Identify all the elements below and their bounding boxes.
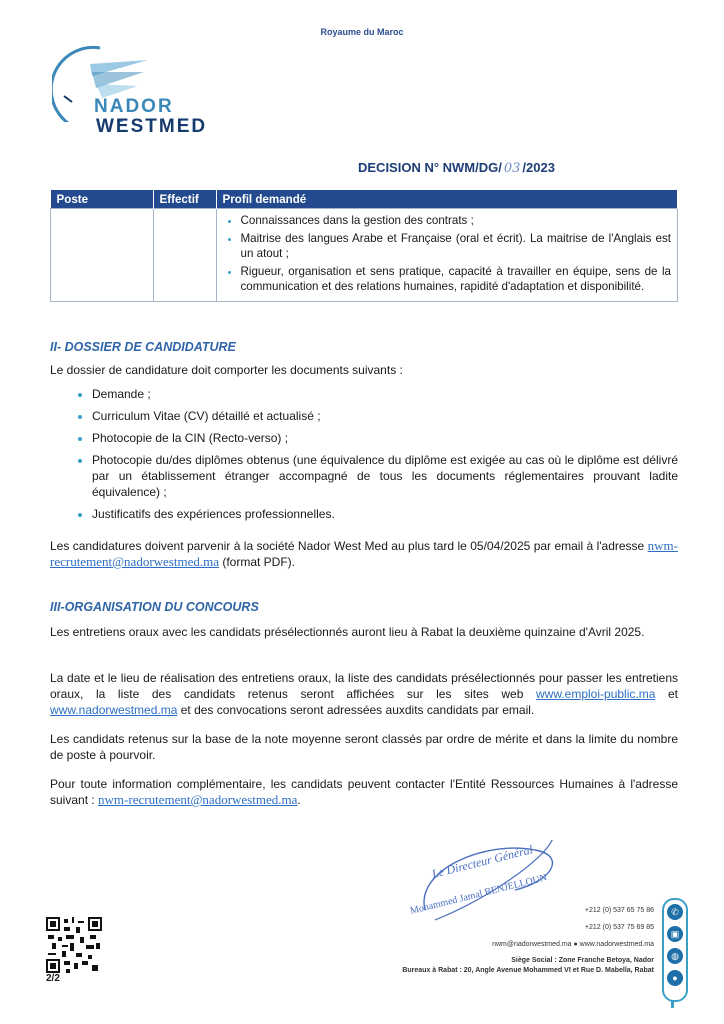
rabat-office-address: Bureaux à Rabat : 20, Angle Avenue Mohammed VI et Rue D. Mabella, Rabat xyxy=(402,967,654,974)
header-poste: Poste xyxy=(51,190,154,209)
kingdom-header: Royaume du Maroc xyxy=(320,27,404,37)
deadline-text: Les candidatures doivent parvenir à la société Nador West Med au plus tard le 05/04/2025 par email à l'adresse xyxy=(50,539,645,553)
email-web: nwm@nadorwestmed.ma ● www.nadorwestmed.ma xyxy=(492,941,654,948)
interview-paragraph: Les entretiens oraux avec les candidats présélectionnés auront lieu à Rabat la deuxième quinzaine d'Avril 2025. xyxy=(50,625,645,639)
profile-table xyxy=(50,190,678,302)
format-note: (format PDF). xyxy=(222,555,296,569)
profile-item: • Rigueur, organisation et sens pratique, capacité à travailler en équipe, sens de la communication et des relations humaines, rapidité d'adaptation et disponibilité. xyxy=(241,264,672,294)
section-title-dossier: II- DOSSIER DE CANDIDATURE xyxy=(50,340,236,354)
director-signature xyxy=(405,840,585,925)
publication-paragraph xyxy=(50,670,678,718)
nadorwestmed-link[interactable]: www.nadorwestmed.ma xyxy=(50,703,178,717)
contact-bar-tail xyxy=(671,1000,674,1008)
table-row xyxy=(51,209,678,302)
decision-handwritten-number: 03 xyxy=(503,161,521,176)
contact-text: Pour toute information complémentaire, les candidats peuvent contacter l'Entité Ressources Humaines à l'adresse suivant : xyxy=(50,777,678,807)
contact-end: . xyxy=(297,793,301,807)
deadline-paragraph xyxy=(50,538,678,570)
logo-word-westmed: WESTMED xyxy=(96,116,208,137)
contact-email-link[interactable]: nwm-recrutement@nadorwestmed.ma xyxy=(98,792,298,807)
contact-icon-bar xyxy=(662,898,688,1002)
list-item: • Justificatifs des expériences professionnelles. xyxy=(92,506,678,522)
svg-text:Mohammed Jamal BENJELLOUN: Mohammed Jamal BENJELLOUN xyxy=(409,872,549,917)
decision-suffix: /2023 xyxy=(522,160,555,175)
cell-poste xyxy=(51,209,154,302)
ranking-paragraph: Les candidats retenus sur la base de la note moyenne seront classés par ordre de mérite et dans la limite du nombre de poste à pourvoir. xyxy=(50,732,678,762)
list-item: • Photocopie du/des diplômes obtenus (une équivalence du diplôme est exigée au cas où le diplôme est délivré par un établissement étranger accompagné de tous les documents réglementaires prouvant ladite équivalence) ; xyxy=(92,452,678,500)
location-pin-icon: ● xyxy=(667,970,683,986)
svg-text:Le Directeur Général: Le Directeur Général xyxy=(430,842,535,881)
page-number: 2/2 xyxy=(46,973,60,984)
phone-icon: ✆ xyxy=(667,904,683,920)
fax-number: +212 (0) 537 75 69 85 xyxy=(584,924,654,931)
cell-effectif xyxy=(153,209,216,302)
printer-icon: ▣ xyxy=(667,926,683,942)
qr-code-icon xyxy=(46,917,102,973)
profile-item: • Connaissances dans la gestion des contrats ; xyxy=(241,213,672,228)
header-effectif: Effectif xyxy=(153,190,216,209)
publication-text-end: et des convocations seront adressées auxdits candidats par email. xyxy=(180,703,535,717)
list-item: • Photocopie de la CIN (Recto-verso) ; xyxy=(92,430,678,446)
documents-list xyxy=(48,386,678,528)
emploi-public-link[interactable]: www.emploi-public.ma xyxy=(536,687,656,701)
recruitment-email-link[interactable]: nwm-recrutement@nadorwestmed.ma xyxy=(50,538,678,569)
publication-and: et xyxy=(668,687,679,701)
cell-profil xyxy=(216,209,678,302)
profile-item: • Maitrise des langues Arabe et Française (oral et écrit). La maitrise de l'Anglais est un atout ; xyxy=(241,231,672,261)
signature-stamp-icon xyxy=(405,840,585,925)
list-item: • Demande ; xyxy=(92,386,678,402)
contact-paragraph xyxy=(50,776,678,808)
logo-word-nador: NADOR xyxy=(94,96,174,117)
decision-number xyxy=(358,160,555,176)
head-office-address: Siège Social : Zone Franche Betoya, Nador xyxy=(511,957,654,964)
header-profil: Profil demandé xyxy=(216,190,678,209)
company-logo xyxy=(52,42,232,138)
section-title-organisation: III-ORGANISATION DU CONCOURS xyxy=(50,600,259,614)
globe-icon: ◍ xyxy=(667,948,683,964)
phone-number: +212 (0) 537 65 75 86 xyxy=(584,907,654,914)
decision-prefix: DECISION N° NWM/DG/ xyxy=(358,160,502,175)
dossier-intro: Le dossier de candidature doit comporter les documents suivants : xyxy=(50,363,403,377)
publication-text: La date et le lieu de réalisation des entretiens oraux, la liste des candidats présélectionnés pour passer les entretiens oraux, la liste des candidats retenus seront affichées sur les sites web xyxy=(50,671,678,701)
list-item: • Curriculum Vitae (CV) détaillé et actualisé ; xyxy=(92,408,678,424)
table-header-row xyxy=(51,190,678,209)
